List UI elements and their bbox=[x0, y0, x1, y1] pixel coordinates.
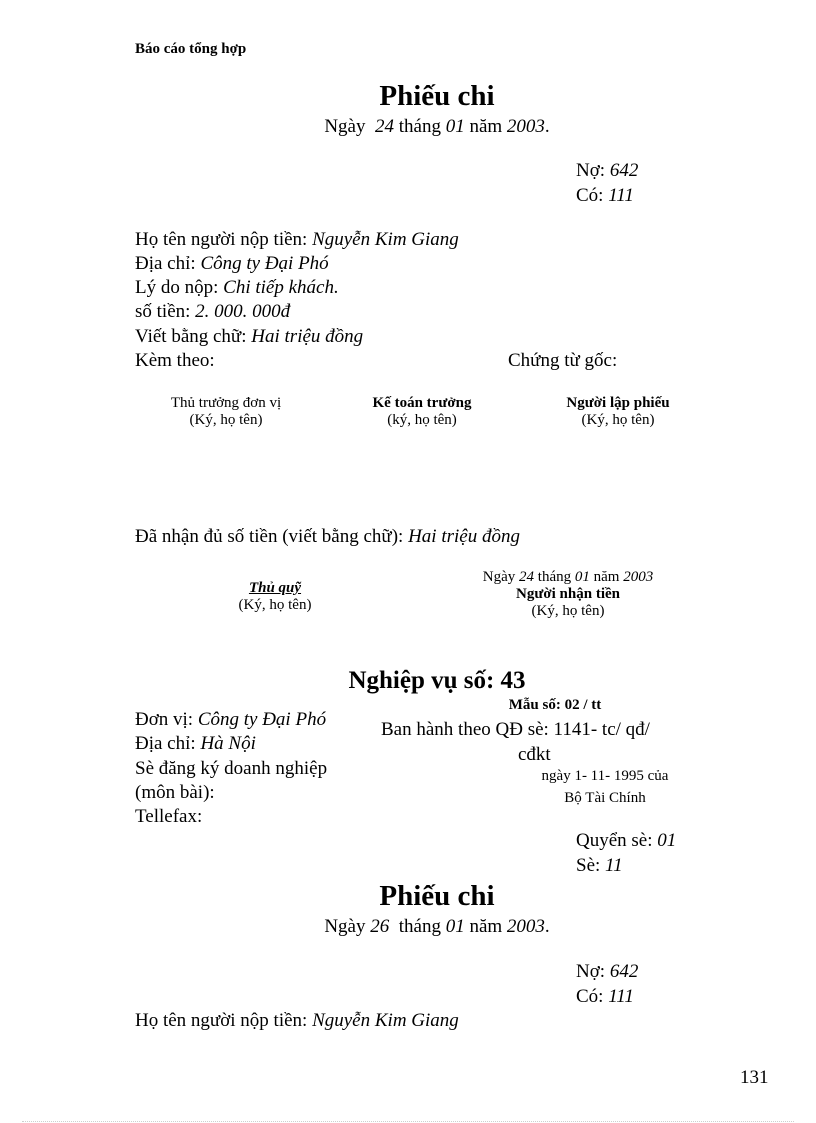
registration-label-2: (môn bài): bbox=[135, 782, 215, 803]
payer-name: Họ tên người nộp tiền: Nguyễn Kim Giang bbox=[135, 229, 459, 250]
payment-reason: Lý do nộp: Chi tiếp khách. bbox=[135, 277, 339, 298]
debit-account-2: Nợ: 642 bbox=[576, 961, 639, 982]
signature-preparer: Người lập phiếu (Ký, họ tên) bbox=[566, 395, 670, 428]
voucher-date: Ngày 24 tháng 01 năm 2003. bbox=[324, 116, 550, 137]
signature-receiver: Ngày 24 tháng 01 năm 2003 Người nhận tiền (Ký, họ tên) bbox=[448, 569, 688, 620]
signature-cashier: Thủ quỹ (Ký, họ tên) bbox=[238, 580, 312, 613]
page-bottom-divider bbox=[22, 1121, 794, 1122]
form-code: Mẫu số: 02 / tt bbox=[508, 697, 602, 713]
unit-address: Địa chỉ: Hà Nội bbox=[135, 733, 256, 754]
voucher-title: Phiếu chi bbox=[379, 80, 495, 112]
source-document-label: Chứng từ gốc: bbox=[508, 350, 618, 371]
form-date: ngày 1- 11- 1995 của bbox=[541, 768, 669, 784]
form-ministry: Bộ Tài Chính bbox=[564, 790, 646, 806]
voucher-date-2: Ngày 26 tháng 01 năm 2003. bbox=[324, 916, 550, 937]
credit-account-2: Có: 111 bbox=[576, 986, 634, 1007]
payment-amount: số tiền: 2. 000. 000đ bbox=[135, 301, 291, 322]
receiver-date: Ngày 24 tháng 01 năm 2003 bbox=[482, 569, 654, 585]
amount-in-words: Viết bằng chữ: Hai triệu đồng bbox=[135, 326, 364, 347]
voucher-number: Sè: 11 bbox=[576, 855, 623, 876]
payer-name-2: Họ tên người nộp tiền: Nguyễn Kim Giang bbox=[135, 1010, 459, 1031]
received-amount: Đã nhận đủ số tiền (viết bằng chữ): Hai triệu đồng bbox=[135, 526, 520, 547]
signature-chief-accountant: Kế toán trưởng (ký, họ tên) bbox=[372, 395, 472, 428]
payer-address: Địa chỉ: Công ty Đại Phó bbox=[135, 253, 329, 274]
book-number: Quyển sè: 01 bbox=[576, 830, 677, 851]
attachment-label: Kèm theo: bbox=[135, 350, 215, 371]
running-header: Báo cáo tổng hợp bbox=[135, 41, 247, 57]
registration-label: Sè đăng ký doanh nghiệp bbox=[135, 758, 328, 779]
credit-account: Có: 111 bbox=[576, 185, 634, 206]
fax-label: Tellefax: bbox=[135, 806, 203, 827]
form-issued-by: Ban hành theo QĐ sè: 1141- tc/ qđ/ bbox=[381, 719, 650, 740]
voucher-title-2: Phiếu chi bbox=[379, 880, 495, 912]
transaction-title: Nghiệp vụ số: 43 bbox=[348, 667, 526, 694]
page-number: 131 bbox=[740, 1067, 769, 1088]
unit-name: Đơn vị: Công ty Đại Phó bbox=[135, 709, 327, 730]
debit-account: Nợ: 642 bbox=[576, 160, 639, 181]
form-issued-by-2: cđkt bbox=[518, 744, 551, 765]
signature-unit-head: Thủ trưởng đơn vị (Ký, họ tên) bbox=[170, 395, 282, 428]
